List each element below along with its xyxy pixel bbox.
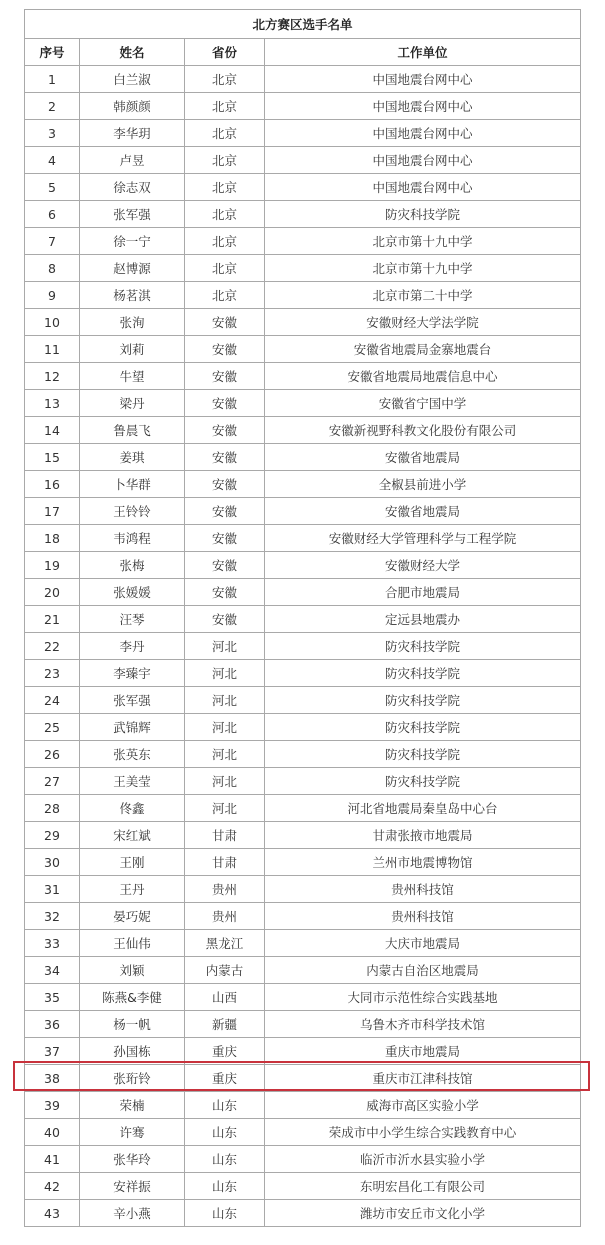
cell-province: 安徽 [185, 309, 265, 336]
cell-index: 34 [25, 957, 80, 984]
cell-index: 2 [25, 93, 80, 120]
cell-province: 甘肃 [185, 849, 265, 876]
cell-province: 北京 [185, 147, 265, 174]
cell-name: 白兰淑 [80, 66, 185, 93]
table-row [25, 471, 581, 498]
cell-workplace: 内蒙古自治区地震局 [265, 957, 581, 984]
cell-workplace: 荣成市中小学生综合实践教育中心 [265, 1119, 581, 1146]
cell-name: 卢昱 [80, 147, 185, 174]
header-index: 序号 [25, 39, 80, 66]
table-row [25, 336, 581, 363]
cell-province: 北京 [185, 66, 265, 93]
cell-name: 张珩铃 [80, 1065, 185, 1092]
table-row [25, 1200, 581, 1227]
cell-index: 42 [25, 1173, 80, 1200]
cell-province: 北京 [185, 201, 265, 228]
table-row [25, 390, 581, 417]
cell-name: 卜华群 [80, 471, 185, 498]
cell-name: 徐志双 [80, 174, 185, 201]
cell-name: 张军强 [80, 201, 185, 228]
table-row [25, 1173, 581, 1200]
contestant-table [24, 9, 581, 1227]
cell-workplace: 大庆市地震局 [265, 930, 581, 957]
cell-index: 12 [25, 363, 80, 390]
cell-workplace: 河北省地震局秦皇岛中心台 [265, 795, 581, 822]
cell-province: 河北 [185, 741, 265, 768]
cell-workplace: 贵州科技馆 [265, 903, 581, 930]
title-row [25, 10, 581, 39]
cell-province: 安徽 [185, 498, 265, 525]
cell-index: 1 [25, 66, 80, 93]
cell-index: 35 [25, 984, 80, 1011]
cell-workplace: 防灾科技学院 [265, 741, 581, 768]
cell-workplace: 防灾科技学院 [265, 768, 581, 795]
cell-province: 安徽 [185, 444, 265, 471]
cell-workplace: 安徽财经大学法学院 [265, 309, 581, 336]
cell-workplace: 潍坊市安丘市文化小学 [265, 1200, 581, 1227]
cell-index: 10 [25, 309, 80, 336]
cell-name: 王丹 [80, 876, 185, 903]
cell-name: 晏巧妮 [80, 903, 185, 930]
cell-province: 山东 [185, 1119, 265, 1146]
cell-workplace: 重庆市江津科技馆 [265, 1065, 581, 1092]
cell-province: 黑龙江 [185, 930, 265, 957]
cell-index: 17 [25, 498, 80, 525]
cell-index: 40 [25, 1119, 80, 1146]
cell-workplace: 威海市高区实验小学 [265, 1092, 581, 1119]
cell-name: 武锦辉 [80, 714, 185, 741]
cell-workplace: 安徽新视野科教文化股份有限公司 [265, 417, 581, 444]
table-row [25, 525, 581, 552]
cell-index: 27 [25, 768, 80, 795]
table-row [25, 984, 581, 1011]
cell-name: 安祥振 [80, 1173, 185, 1200]
cell-index: 8 [25, 255, 80, 282]
cell-index: 29 [25, 822, 80, 849]
cell-index: 21 [25, 606, 80, 633]
cell-name: 梁丹 [80, 390, 185, 417]
cell-index: 30 [25, 849, 80, 876]
cell-province: 河北 [185, 795, 265, 822]
cell-province: 安徽 [185, 579, 265, 606]
table-row [25, 957, 581, 984]
cell-index: 33 [25, 930, 80, 957]
cell-province: 河北 [185, 687, 265, 714]
cell-workplace: 重庆市地震局 [265, 1038, 581, 1065]
cell-index: 9 [25, 282, 80, 309]
cell-workplace: 安徽财经大学 [265, 552, 581, 579]
table-row [25, 687, 581, 714]
cell-name: 张英东 [80, 741, 185, 768]
cell-workplace: 中国地震台网中心 [265, 174, 581, 201]
cell-workplace: 中国地震台网中心 [265, 147, 581, 174]
cell-province: 内蒙古 [185, 957, 265, 984]
cell-name: 杨一帆 [80, 1011, 185, 1038]
cell-province: 北京 [185, 93, 265, 120]
cell-name: 鲁晨飞 [80, 417, 185, 444]
cell-index: 39 [25, 1092, 80, 1119]
table-row [25, 1038, 581, 1065]
cell-name: 李丹 [80, 633, 185, 660]
cell-workplace: 合肥市地震局 [265, 579, 581, 606]
cell-index: 43 [25, 1200, 80, 1227]
cell-index: 31 [25, 876, 80, 903]
cell-index: 14 [25, 417, 80, 444]
cell-province: 安徽 [185, 471, 265, 498]
cell-workplace: 安徽省地震局 [265, 498, 581, 525]
cell-workplace: 兰州市地震博物馆 [265, 849, 581, 876]
table-row [25, 795, 581, 822]
table-row [25, 849, 581, 876]
cell-province: 安徽 [185, 525, 265, 552]
cell-workplace: 全椒县前进小学 [265, 471, 581, 498]
cell-province: 山东 [185, 1200, 265, 1227]
cell-province: 安徽 [185, 363, 265, 390]
cell-province: 贵州 [185, 903, 265, 930]
cell-index: 4 [25, 147, 80, 174]
cell-name: 张华玲 [80, 1146, 185, 1173]
cell-index: 3 [25, 120, 80, 147]
cell-index: 24 [25, 687, 80, 714]
cell-workplace: 中国地震台网中心 [265, 66, 581, 93]
cell-workplace: 安徽省地震局金寨地震台 [265, 336, 581, 363]
table-row [25, 660, 581, 687]
table-row [25, 309, 581, 336]
table-row [25, 606, 581, 633]
cell-workplace: 乌鲁木齐市科学技术馆 [265, 1011, 581, 1038]
cell-index: 6 [25, 201, 80, 228]
cell-province: 贵州 [185, 876, 265, 903]
cell-workplace: 中国地震台网中心 [265, 120, 581, 147]
cell-workplace: 甘肃张掖市地震局 [265, 822, 581, 849]
cell-name: 牛望 [80, 363, 185, 390]
cell-workplace: 安徽省地震局地震信息中心 [265, 363, 581, 390]
cell-workplace: 安徽省地震局 [265, 444, 581, 471]
header-province: 省份 [185, 39, 265, 66]
cell-index: 32 [25, 903, 80, 930]
cell-index: 41 [25, 1146, 80, 1173]
cell-province: 北京 [185, 120, 265, 147]
cell-index: 13 [25, 390, 80, 417]
cell-name: 刘颖 [80, 957, 185, 984]
cell-name: 韦鸿程 [80, 525, 185, 552]
cell-name: 姜琪 [80, 444, 185, 471]
cell-province: 新疆 [185, 1011, 265, 1038]
table-row [25, 120, 581, 147]
cell-province: 重庆 [185, 1038, 265, 1065]
cell-workplace: 中国地震台网中心 [265, 93, 581, 120]
cell-name: 许骞 [80, 1119, 185, 1146]
cell-province: 安徽 [185, 606, 265, 633]
cell-name: 汪琴 [80, 606, 185, 633]
cell-workplace: 定远县地震办 [265, 606, 581, 633]
table-row [25, 1011, 581, 1038]
cell-index: 16 [25, 471, 80, 498]
cell-province: 河北 [185, 633, 265, 660]
cell-province: 河北 [185, 714, 265, 741]
cell-workplace: 防灾科技学院 [265, 201, 581, 228]
table-row [25, 822, 581, 849]
table-row [25, 552, 581, 579]
cell-workplace: 安徽财经大学管理科学与工程学院 [265, 525, 581, 552]
cell-workplace: 防灾科技学院 [265, 687, 581, 714]
cell-index: 38 [25, 1065, 80, 1092]
cell-name: 张军强 [80, 687, 185, 714]
cell-workplace: 贵州科技馆 [265, 876, 581, 903]
table-row [25, 147, 581, 174]
cell-province: 山东 [185, 1092, 265, 1119]
cell-province: 北京 [185, 174, 265, 201]
table-row [25, 768, 581, 795]
cell-name: 赵博源 [80, 255, 185, 282]
table-row [25, 633, 581, 660]
cell-province: 北京 [185, 282, 265, 309]
cell-index: 18 [25, 525, 80, 552]
cell-province: 安徽 [185, 552, 265, 579]
cell-index: 23 [25, 660, 80, 687]
cell-workplace: 北京市第二十中学 [265, 282, 581, 309]
cell-name: 韩颜颜 [80, 93, 185, 120]
table-row [25, 363, 581, 390]
table-row [25, 1065, 581, 1092]
cell-index: 26 [25, 741, 80, 768]
cell-index: 20 [25, 579, 80, 606]
cell-name: 王美莹 [80, 768, 185, 795]
cell-province: 安徽 [185, 390, 265, 417]
cell-province: 山东 [185, 1173, 265, 1200]
table-row [25, 174, 581, 201]
table-row [25, 741, 581, 768]
cell-workplace: 防灾科技学院 [265, 633, 581, 660]
cell-workplace: 东明宏昌化工有限公司 [265, 1173, 581, 1200]
table-row [25, 255, 581, 282]
cell-index: 15 [25, 444, 80, 471]
cell-province: 安徽 [185, 336, 265, 363]
cell-name: 刘莉 [80, 336, 185, 363]
cell-index: 28 [25, 795, 80, 822]
cell-workplace: 防灾科技学院 [265, 714, 581, 741]
table-row [25, 714, 581, 741]
header-row [25, 39, 581, 66]
cell-index: 25 [25, 714, 80, 741]
table-row [25, 228, 581, 255]
cell-name: 佟鑫 [80, 795, 185, 822]
cell-province: 河北 [185, 768, 265, 795]
table-row [25, 876, 581, 903]
table-row [25, 282, 581, 309]
header-name: 姓名 [80, 39, 185, 66]
cell-index: 19 [25, 552, 80, 579]
cell-province: 甘肃 [185, 822, 265, 849]
cell-index: 5 [25, 174, 80, 201]
cell-name: 徐一宁 [80, 228, 185, 255]
table-row [25, 444, 581, 471]
table-row [25, 1146, 581, 1173]
cell-workplace: 北京市第十九中学 [265, 228, 581, 255]
cell-province: 山西 [185, 984, 265, 1011]
cell-index: 11 [25, 336, 80, 363]
header-workplace: 工作单位 [265, 39, 581, 66]
cell-name: 王刚 [80, 849, 185, 876]
cell-workplace: 大同市示范性综合实践基地 [265, 984, 581, 1011]
table-row [25, 498, 581, 525]
cell-index: 36 [25, 1011, 80, 1038]
cell-index: 22 [25, 633, 80, 660]
cell-index: 7 [25, 228, 80, 255]
table-row [25, 930, 581, 957]
table-row [25, 1092, 581, 1119]
cell-name: 杨茗淇 [80, 282, 185, 309]
cell-province: 安徽 [185, 417, 265, 444]
cell-name: 李臻宇 [80, 660, 185, 687]
cell-province: 北京 [185, 228, 265, 255]
table-title: 北方赛区选手名单 [25, 10, 581, 39]
cell-name: 陈燕&李健 [80, 984, 185, 1011]
cell-workplace: 临沂市沂水县实验小学 [265, 1146, 581, 1173]
table-body [25, 66, 581, 1227]
cell-name: 张洵 [80, 309, 185, 336]
table-row [25, 1119, 581, 1146]
cell-index: 37 [25, 1038, 80, 1065]
cell-name: 荣楠 [80, 1092, 185, 1119]
cell-workplace: 防灾科技学院 [265, 660, 581, 687]
table-row [25, 201, 581, 228]
table-row [25, 66, 581, 93]
cell-name: 李华玥 [80, 120, 185, 147]
cell-name: 孙国栋 [80, 1038, 185, 1065]
cell-name: 张媛媛 [80, 579, 185, 606]
table-row [25, 93, 581, 120]
cell-province: 重庆 [185, 1065, 265, 1092]
cell-name: 辛小燕 [80, 1200, 185, 1227]
table-row [25, 903, 581, 930]
cell-name: 张梅 [80, 552, 185, 579]
table-row [25, 579, 581, 606]
cell-name: 王仙伟 [80, 930, 185, 957]
cell-name: 宋红斌 [80, 822, 185, 849]
table-row [25, 417, 581, 444]
cell-workplace: 安徽省宁国中学 [265, 390, 581, 417]
cell-workplace: 北京市第十九中学 [265, 255, 581, 282]
cell-province: 北京 [185, 255, 265, 282]
cell-province: 河北 [185, 660, 265, 687]
cell-name: 王铃铃 [80, 498, 185, 525]
cell-province: 山东 [185, 1146, 265, 1173]
